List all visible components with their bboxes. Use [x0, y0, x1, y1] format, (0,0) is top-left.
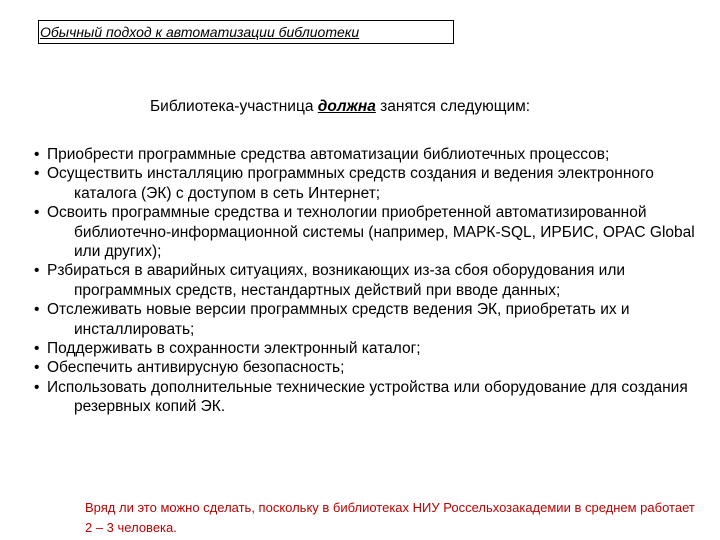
- task-list: [34, 145, 714, 417]
- list-item: [34, 164, 714, 203]
- list-item-text: Приобрести программные средства автоматизации библиотечных процессов;: [47, 146, 610, 163]
- bullet-icon: •: [34, 301, 40, 319]
- slide-title: Обычный подход к автоматизации библиотеки: [38, 20, 454, 44]
- list-item: [34, 203, 714, 261]
- list-item: [34, 378, 714, 417]
- intro-before: Библиотека-участница: [150, 98, 318, 115]
- bullet-icon: •: [34, 378, 40, 396]
- intro-text: [150, 97, 530, 117]
- list-item: [34, 300, 714, 339]
- list-item-text: Обеспечить антивирусную безопасность;: [47, 359, 345, 377]
- list-item: [34, 261, 714, 300]
- list-item-text: Осуществить инсталляцию программных средств создания и ведения электронного: [47, 165, 654, 183]
- bullet-icon: •: [34, 165, 40, 183]
- list-item-text: Поддерживать в сохранности электронный каталог;: [47, 340, 421, 358]
- intro-after: занятся следующим:: [375, 98, 531, 115]
- list-item-text-tail: каталога (ЭК) с доступом в сеть Интернет;: [74, 184, 381, 202]
- bullet-icon: •: [34, 262, 40, 280]
- list-item: [34, 339, 714, 358]
- bullet-icon: •: [34, 146, 40, 163]
- staffing-note: Вряд ли это можно сделать, поскольку в библиотеках НИУ Россельхозакадемии в среднем работает 2 – 3 человека.: [85, 500, 695, 535]
- bullet-icon: •: [34, 204, 40, 222]
- list-item-text: Рзбираться в аварийных ситуациях, возникающих из-за сбоя оборудования или программных средств, нестандартных действий при вводе данных;: [47, 262, 626, 299]
- intro-emphasis: должна: [317, 98, 376, 115]
- list-item: [34, 145, 714, 164]
- list-item-text: Использовать дополнительные технические устройства или оборудование для создания резервных копий ЭК.: [47, 378, 688, 416]
- list-item-text: Освоить программные средства и технологии приобретенной автоматизированной библиотечно-информационной системы (например, МАРК-SQL, ИРБИС, OPAC Global или других);: [47, 204, 695, 261]
- bullet-icon: •: [34, 359, 40, 377]
- list-item: [34, 358, 714, 377]
- list-item-text: Отслеживать новые версии программных средств ведения ЭК, приобретать их и инсталлировать;: [47, 301, 630, 338]
- bullet-icon: •: [34, 340, 40, 358]
